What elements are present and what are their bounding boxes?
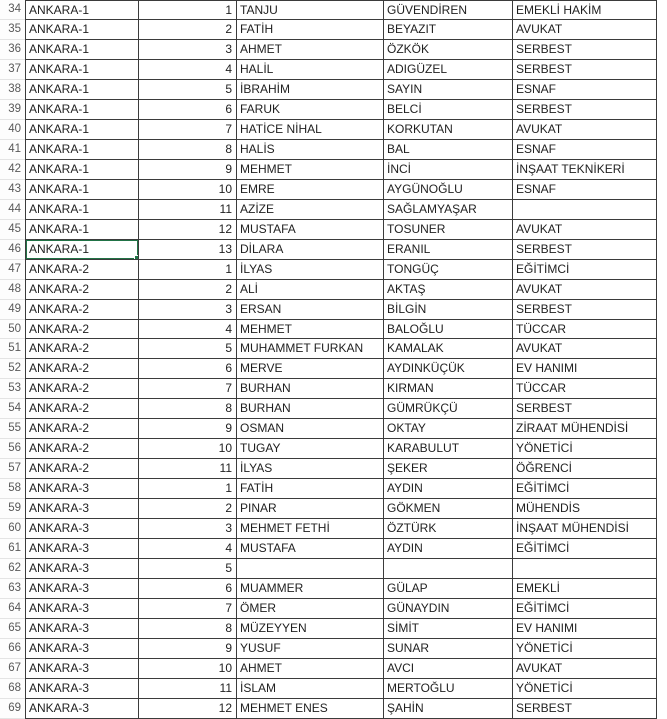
row-number-cell[interactable]: 68 — [0, 679, 25, 699]
first-name-cell[interactable]: MEHMET — [237, 160, 384, 180]
profession-cell[interactable]: EĞİTİMCİ — [513, 260, 657, 280]
district-cell[interactable]: ANKARA-3 — [25, 539, 139, 559]
profession-cell[interactable]: MÜHENDİS — [513, 499, 657, 519]
last-name-cell[interactable]: AYDINKÜÇÜK — [384, 359, 513, 379]
list-order-cell[interactable]: 3 — [139, 519, 237, 539]
row-number-cell[interactable]: 43 — [0, 180, 25, 200]
row-number-cell[interactable]: 63 — [0, 579, 25, 599]
first-name-cell[interactable]: HALİS — [237, 140, 384, 160]
row-number-cell[interactable]: 39 — [0, 100, 25, 120]
row-number-cell[interactable]: 46 — [0, 240, 25, 260]
first-name-cell[interactable]: MEHMET FETHİ — [237, 519, 384, 539]
last-name-cell[interactable] — [384, 559, 513, 579]
list-order-cell[interactable]: 5 — [139, 339, 237, 359]
list-order-cell[interactable]: 11 — [139, 679, 237, 699]
first-name-cell[interactable]: HATİCE NİHAL — [237, 120, 384, 140]
first-name-cell[interactable]: FATİH — [237, 479, 384, 499]
first-name-cell[interactable]: MUHAMMET FURKAN — [237, 339, 384, 359]
first-name-cell[interactable]: MÜZEYYEN — [237, 619, 384, 639]
first-name-cell[interactable]: MUSTAFA — [237, 539, 384, 559]
first-name-cell[interactable]: PINAR — [237, 499, 384, 519]
district-cell[interactable]: ANKARA-3 — [25, 499, 139, 519]
first-name-cell[interactable]: ÖMER — [237, 599, 384, 619]
row-number-cell[interactable]: 42 — [0, 160, 25, 180]
list-order-cell[interactable]: 1 — [139, 260, 237, 280]
first-name-cell[interactable]: BURHAN — [237, 379, 384, 399]
profession-cell[interactable]: SERBEST — [513, 240, 657, 260]
list-order-cell[interactable]: 11 — [139, 459, 237, 479]
first-name-cell[interactable]: İLYAS — [237, 260, 384, 280]
last-name-cell[interactable]: KORKUTAN — [384, 120, 513, 140]
last-name-cell[interactable]: KAMALAK — [384, 339, 513, 359]
list-order-cell[interactable]: 4 — [139, 320, 237, 340]
list-order-cell[interactable]: 6 — [139, 100, 237, 120]
last-name-cell[interactable]: AYDIN — [384, 539, 513, 559]
district-cell[interactable]: ANKARA-1 — [25, 160, 139, 180]
last-name-cell[interactable]: ŞEKER — [384, 459, 513, 479]
first-name-cell[interactable]: OSMAN — [237, 419, 384, 439]
row-number-cell[interactable]: 66 — [0, 639, 25, 659]
list-order-cell[interactable]: 12 — [139, 220, 237, 240]
last-name-cell[interactable]: OKTAY — [384, 419, 513, 439]
row-number-cell[interactable]: 69 — [0, 699, 25, 719]
first-name-cell[interactable]: MEHMET ENES — [237, 699, 384, 719]
row-number-cell[interactable]: 56 — [0, 439, 25, 459]
profession-cell[interactable]: EĞİTİMCİ — [513, 479, 657, 499]
list-order-cell[interactable]: 10 — [139, 659, 237, 679]
first-name-cell[interactable]: EMRE — [237, 180, 384, 200]
profession-cell[interactable]: SERBEST — [513, 699, 657, 719]
profession-cell[interactable]: AVUKAT — [513, 20, 657, 40]
district-cell[interactable]: ANKARA-3 — [25, 559, 139, 579]
last-name-cell[interactable]: AVCI — [384, 659, 513, 679]
district-cell[interactable]: ANKARA-2 — [25, 399, 139, 419]
first-name-cell[interactable]: ERSAN — [237, 300, 384, 320]
row-number-cell[interactable]: 52 — [0, 359, 25, 379]
list-order-cell[interactable]: 7 — [139, 599, 237, 619]
profession-cell[interactable]: EĞİTİMCİ — [513, 599, 657, 619]
last-name-cell[interactable]: ÖZKÖK — [384, 40, 513, 60]
list-order-cell[interactable]: 9 — [139, 419, 237, 439]
district-cell[interactable]: ANKARA-1 — [25, 120, 139, 140]
profession-cell[interactable]: SERBEST — [513, 100, 657, 120]
first-name-cell[interactable]: YUSUF — [237, 639, 384, 659]
first-name-cell[interactable] — [237, 559, 384, 579]
district-cell[interactable]: ANKARA-1 — [25, 100, 139, 120]
district-cell[interactable]: ANKARA-2 — [25, 439, 139, 459]
profession-cell[interactable]: ZİRAAT MÜHENDİSİ — [513, 419, 657, 439]
row-number-cell[interactable]: 67 — [0, 659, 25, 679]
district-cell[interactable]: ANKARA-1 — [25, 20, 139, 40]
last-name-cell[interactable]: SAĞLAMYAŞAR — [384, 200, 513, 220]
list-order-cell[interactable]: 5 — [139, 80, 237, 100]
profession-cell[interactable]: YÖNETİCİ — [513, 439, 657, 459]
row-number-cell[interactable]: 64 — [0, 599, 25, 619]
first-name-cell[interactable]: AHMET — [237, 659, 384, 679]
list-order-cell[interactable]: 3 — [139, 40, 237, 60]
profession-cell[interactable]: TÜCCAR — [513, 320, 657, 340]
first-name-cell[interactable]: MUAMMER — [237, 579, 384, 599]
list-order-cell[interactable]: 6 — [139, 359, 237, 379]
district-cell[interactable]: ANKARA-1 — [25, 40, 139, 60]
district-cell[interactable]: ANKARA-1 — [25, 220, 139, 240]
list-order-cell[interactable]: 1 — [139, 0, 237, 20]
last-name-cell[interactable]: ADIGÜZEL — [384, 60, 513, 80]
list-order-cell[interactable]: 1 — [139, 479, 237, 499]
profession-cell[interactable]: EĞİTİMCİ — [513, 539, 657, 559]
last-name-cell[interactable]: GÜMRÜKÇÜ — [384, 399, 513, 419]
list-order-cell[interactable]: 8 — [139, 399, 237, 419]
row-number-cell[interactable]: 35 — [0, 20, 25, 40]
first-name-cell[interactable]: TANJU — [237, 0, 384, 20]
profession-cell[interactable]: AVUKAT — [513, 339, 657, 359]
row-number-cell[interactable]: 48 — [0, 280, 25, 300]
first-name-cell[interactable]: AHMET — [237, 40, 384, 60]
last-name-cell[interactable]: BİLGİN — [384, 300, 513, 320]
row-number-cell[interactable]: 57 — [0, 459, 25, 479]
district-cell[interactable]: ANKARA-2 — [25, 300, 139, 320]
district-cell[interactable]: ANKARA-1 — [25, 200, 139, 220]
first-name-cell[interactable]: İBRAHİM — [237, 80, 384, 100]
list-order-cell[interactable]: 7 — [139, 120, 237, 140]
profession-cell[interactable] — [513, 200, 657, 220]
row-number-cell[interactable]: 49 — [0, 300, 25, 320]
first-name-cell[interactable]: İLYAS — [237, 459, 384, 479]
list-order-cell[interactable]: 5 — [139, 559, 237, 579]
profession-cell[interactable]: SERBEST — [513, 60, 657, 80]
first-name-cell[interactable]: MERVE — [237, 359, 384, 379]
profession-cell[interactable]: EV HANIMI — [513, 619, 657, 639]
list-order-cell[interactable]: 8 — [139, 619, 237, 639]
list-order-cell[interactable]: 11 — [139, 200, 237, 220]
last-name-cell[interactable]: SAYIN — [384, 80, 513, 100]
district-cell[interactable]: ANKARA-3 — [25, 579, 139, 599]
profession-cell[interactable]: EMEKLİ — [513, 579, 657, 599]
district-cell[interactable]: ANKARA-3 — [25, 639, 139, 659]
last-name-cell[interactable]: TONGÜÇ — [384, 260, 513, 280]
profession-cell[interactable]: SERBEST — [513, 399, 657, 419]
first-name-cell[interactable]: BURHAN — [237, 399, 384, 419]
district-cell[interactable]: ANKARA-1 — [25, 60, 139, 80]
list-order-cell[interactable]: 2 — [139, 499, 237, 519]
active-cell[interactable]: ANKARA-1 — [25, 240, 139, 260]
list-order-cell[interactable]: 4 — [139, 60, 237, 80]
first-name-cell[interactable]: MUSTAFA — [237, 220, 384, 240]
row-number-cell[interactable]: 37 — [0, 60, 25, 80]
district-cell[interactable]: ANKARA-2 — [25, 280, 139, 300]
profession-cell[interactable]: YÖNETİCİ — [513, 679, 657, 699]
row-number-cell[interactable]: 62 — [0, 559, 25, 579]
district-cell[interactable]: ANKARA-2 — [25, 459, 139, 479]
first-name-cell[interactable]: İSLAM — [237, 679, 384, 699]
row-number-cell[interactable]: 36 — [0, 40, 25, 60]
district-cell[interactable]: ANKARA-2 — [25, 379, 139, 399]
last-name-cell[interactable]: GÜNAYDIN — [384, 599, 513, 619]
district-cell[interactable]: ANKARA-3 — [25, 679, 139, 699]
list-order-cell[interactable]: 4 — [139, 539, 237, 559]
row-number-cell[interactable]: 41 — [0, 140, 25, 160]
profession-cell[interactable]: SERBEST — [513, 40, 657, 60]
profession-cell[interactable]: ÖĞRENCİ — [513, 459, 657, 479]
last-name-cell[interactable]: ERANIL — [384, 240, 513, 260]
last-name-cell[interactable]: AYGÜNOĞLU — [384, 180, 513, 200]
last-name-cell[interactable]: BELCİ — [384, 100, 513, 120]
last-name-cell[interactable]: GÜLAP — [384, 579, 513, 599]
last-name-cell[interactable]: KIRMAN — [384, 379, 513, 399]
district-cell[interactable]: ANKARA-3 — [25, 659, 139, 679]
last-name-cell[interactable]: GÖKMEN — [384, 499, 513, 519]
first-name-cell[interactable]: FARUK — [237, 100, 384, 120]
district-cell[interactable]: ANKARA-2 — [25, 359, 139, 379]
district-cell[interactable]: ANKARA-2 — [25, 260, 139, 280]
last-name-cell[interactable]: SUNAR — [384, 639, 513, 659]
profession-cell[interactable]: SERBEST — [513, 300, 657, 320]
list-order-cell[interactable]: 8 — [139, 140, 237, 160]
row-number-cell[interactable]: 45 — [0, 220, 25, 240]
first-name-cell[interactable]: MEHMET — [237, 320, 384, 340]
row-number-cell[interactable]: 38 — [0, 80, 25, 100]
row-number-cell[interactable]: 53 — [0, 379, 25, 399]
profession-cell[interactable]: TÜCCAR — [513, 379, 657, 399]
row-number-cell[interactable]: 60 — [0, 519, 25, 539]
profession-cell[interactable]: EMEKLİ HAKİM — [513, 0, 657, 20]
first-name-cell[interactable]: ALİ — [237, 280, 384, 300]
first-name-cell[interactable]: DİLARA — [237, 240, 384, 260]
last-name-cell[interactable]: KARABULUT — [384, 439, 513, 459]
profession-cell[interactable]: YÖNETİCİ — [513, 639, 657, 659]
last-name-cell[interactable]: SİMİT — [384, 619, 513, 639]
first-name-cell[interactable]: TUGAY — [237, 439, 384, 459]
profession-cell[interactable]: AVUKAT — [513, 220, 657, 240]
first-name-cell[interactable]: AZİZE — [237, 200, 384, 220]
last-name-cell[interactable]: AKTAŞ — [384, 280, 513, 300]
row-number-cell[interactable]: 34 — [0, 0, 25, 20]
profession-cell[interactable] — [513, 559, 657, 579]
list-order-cell[interactable]: 9 — [139, 160, 237, 180]
row-number-cell[interactable]: 65 — [0, 619, 25, 639]
last-name-cell[interactable]: ÖZTÜRK — [384, 519, 513, 539]
district-cell[interactable]: ANKARA-2 — [25, 339, 139, 359]
list-order-cell[interactable]: 2 — [139, 20, 237, 40]
row-number-cell[interactable]: 54 — [0, 399, 25, 419]
list-order-cell[interactable]: 7 — [139, 379, 237, 399]
district-cell[interactable]: ANKARA-3 — [25, 599, 139, 619]
list-order-cell[interactable]: 2 — [139, 280, 237, 300]
district-cell[interactable]: ANKARA-1 — [25, 180, 139, 200]
last-name-cell[interactable]: ŞAHİN — [384, 699, 513, 719]
row-number-cell[interactable]: 55 — [0, 419, 25, 439]
last-name-cell[interactable]: BAL — [384, 140, 513, 160]
last-name-cell[interactable]: TOSUNER — [384, 220, 513, 240]
profession-cell[interactable]: ESNAF — [513, 140, 657, 160]
list-order-cell[interactable]: 13 — [139, 240, 237, 260]
list-order-cell[interactable]: 6 — [139, 579, 237, 599]
last-name-cell[interactable]: MERTOĞLU — [384, 679, 513, 699]
first-name-cell[interactable]: FATİH — [237, 20, 384, 40]
row-number-cell[interactable]: 47 — [0, 260, 25, 280]
profession-cell[interactable]: AVUKAT — [513, 280, 657, 300]
profession-cell[interactable]: İNŞAAT MÜHENDİSİ — [513, 519, 657, 539]
district-cell[interactable]: ANKARA-2 — [25, 320, 139, 340]
row-number-cell[interactable]: 40 — [0, 120, 25, 140]
profession-cell[interactable]: İNŞAAT TEKNİKERİ — [513, 160, 657, 180]
profession-cell[interactable]: AVUKAT — [513, 659, 657, 679]
list-order-cell[interactable]: 3 — [139, 300, 237, 320]
district-cell[interactable]: ANKARA-3 — [25, 519, 139, 539]
district-cell[interactable]: ANKARA-3 — [25, 619, 139, 639]
profession-cell[interactable]: ESNAF — [513, 180, 657, 200]
district-cell[interactable]: ANKARA-1 — [25, 80, 139, 100]
last-name-cell[interactable]: İNCİ — [384, 160, 513, 180]
list-order-cell[interactable]: 10 — [139, 180, 237, 200]
last-name-cell[interactable]: BEYAZIT — [384, 20, 513, 40]
last-name-cell[interactable]: BALOĞLU — [384, 320, 513, 340]
district-cell[interactable]: ANKARA-2 — [25, 419, 139, 439]
row-number-cell[interactable]: 44 — [0, 200, 25, 220]
profession-cell[interactable]: EV HANIMI — [513, 359, 657, 379]
district-cell[interactable]: ANKARA-1 — [25, 140, 139, 160]
last-name-cell[interactable]: AYDIN — [384, 479, 513, 499]
district-cell[interactable]: ANKARA-3 — [25, 479, 139, 499]
list-order-cell[interactable]: 10 — [139, 439, 237, 459]
fill-handle[interactable] — [134, 255, 139, 260]
list-order-cell[interactable]: 12 — [139, 699, 237, 719]
row-number-cell[interactable]: 59 — [0, 499, 25, 519]
row-number-cell[interactable]: 50 — [0, 320, 25, 340]
row-number-cell[interactable]: 51 — [0, 339, 25, 359]
list-order-cell[interactable]: 9 — [139, 639, 237, 659]
row-number-cell[interactable]: 58 — [0, 479, 25, 499]
district-cell[interactable]: ANKARA-3 — [25, 699, 139, 719]
profession-cell[interactable]: AVUKAT — [513, 120, 657, 140]
row-number-cell[interactable]: 61 — [0, 539, 25, 559]
first-name-cell[interactable]: HALİL — [237, 60, 384, 80]
district-cell[interactable]: ANKARA-1 — [25, 0, 139, 20]
last-name-cell[interactable]: GÜVENDİREN — [384, 0, 513, 20]
profession-cell[interactable]: ESNAF — [513, 80, 657, 100]
